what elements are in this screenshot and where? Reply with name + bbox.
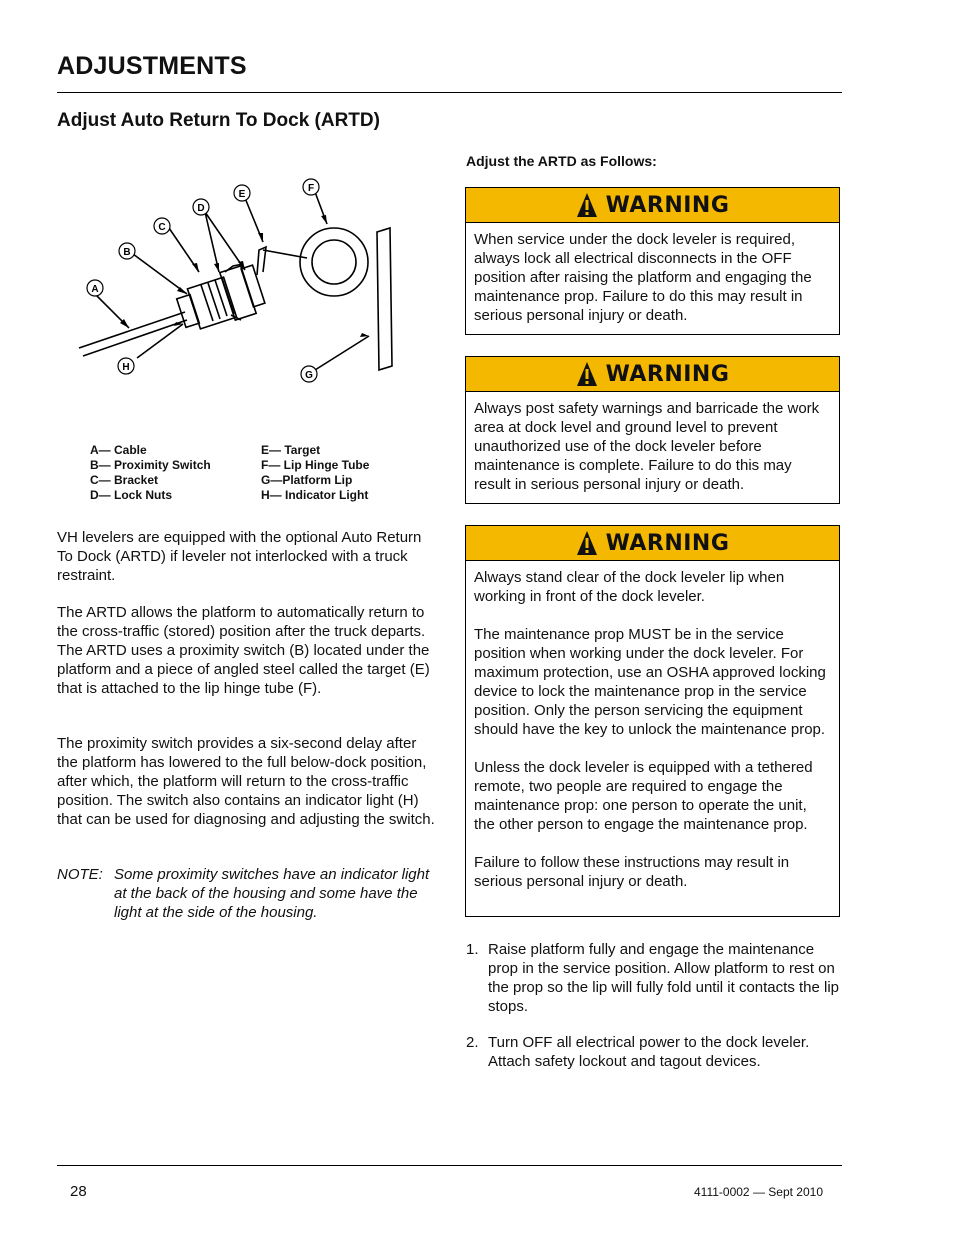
legend-item: A— Cable — [90, 443, 147, 457]
callout-f — [303, 179, 319, 195]
body-paragraph: The ARTD allows the platform to automatically return to the cross-traffic (stored) position after the truck departs. The ARTD uses a proximity switch (B) located under the platform and a piece of angled steel called the target (E) that is attached to the lip hinge tube (F). — [57, 604, 430, 697]
warning-paragraph: Failure to follow these instructions may result in serious personal injury or death. — [474, 854, 790, 890]
procedure-step — [466, 1033, 846, 1071]
warning-icon — [576, 361, 598, 387]
legend-item: E— Target — [261, 443, 321, 457]
warning-icon — [576, 530, 598, 556]
header-divider — [57, 92, 842, 93]
lip-hinge-tube-drawing — [300, 228, 368, 296]
proximity-switch-drawing — [177, 265, 265, 329]
legend-item: G—Platform Lip — [261, 473, 353, 487]
svg-text:F: F — [307, 183, 315, 194]
step-text: Raise platform fully and engage the maintenance prop in the service position. Allow platform to rest on the prop so the lip will fully fold until it contacts the lip stops. — [488, 941, 840, 1015]
warning-text — [466, 392, 839, 506]
warning-text — [466, 561, 839, 903]
note-block — [57, 865, 437, 922]
callout-h — [118, 358, 134, 374]
platform-lip-drawing — [377, 228, 392, 370]
warning-paragraph: Unless the dock leveler is equipped with a tethered remote, two people are required to engage the maintenance prop: one person to operate the unit, the other person to engage the maintenance prop. — [474, 759, 813, 833]
callout-g — [301, 366, 317, 382]
warning-label: WARNING — [605, 192, 730, 218]
page-number: 28 — [70, 1183, 87, 1200]
body-paragraph: The proximity switch provides a six-second delay after the platform has lowered to the full below-dock position, after which, the platform will return to the cross-traffic position. The switch also contains an indicator light (H) that can be used for diagnosing and adjusting the switch. — [57, 735, 435, 828]
warning-paragraph: The maintenance prop MUST be in the service position when working under the dock leveler. For maximum protection, use an OSHA approved locking device to lock the maintenance prop in the service position. Only the person servicing the equipment should have the key to unlock the maintenance prop. — [474, 626, 826, 738]
svg-text:H: H — [122, 362, 130, 373]
warning-box-barricade — [465, 356, 840, 504]
legend-item: F— Lip Hinge Tube — [261, 458, 370, 472]
callout-e — [234, 185, 250, 201]
warning-paragraph: Always stand clear of the dock leveler lip when working in front of the dock leveler. — [474, 569, 785, 605]
svg-text:D: D — [197, 203, 205, 214]
callout-b — [119, 243, 135, 259]
footer-divider — [57, 1165, 842, 1166]
warning-paragraph: When service under the dock leveler is required, always lock all electrical disconnects in the OFF position after raising the platform and engaging the maintenance prop. Failure to do this may result in serious personal injury or death. — [474, 231, 812, 324]
warning-header — [466, 188, 839, 223]
warning-text — [466, 223, 839, 337]
step-number: 1. — [466, 941, 479, 958]
legend-item: C— Bracket — [90, 473, 159, 487]
document-code: 4111-0002 — Sept 2010 — [694, 1185, 823, 1199]
figure-legend-left — [90, 443, 211, 503]
svg-text:E: E — [238, 189, 246, 200]
warning-box-electrical — [465, 187, 840, 335]
procedure-heading: Adjust the ARTD as Follows: — [466, 153, 657, 169]
legend-item: D— Lock Nuts — [90, 488, 173, 502]
callout-d — [193, 199, 209, 215]
step-text: Turn OFF all electrical power to the dock leveler. Attach safety lockout and tagout devices. — [488, 1034, 810, 1070]
warning-box-maintenance-prop — [465, 525, 840, 917]
note-label: NOTE: — [57, 866, 103, 883]
legend-item: H— Indicator Light — [261, 488, 369, 502]
svg-text:C: C — [158, 222, 166, 233]
warning-icon — [576, 192, 598, 218]
warning-label: WARNING — [605, 530, 730, 556]
artd-diagram — [57, 170, 447, 400]
warning-header — [466, 526, 839, 561]
svg-text:G: G — [305, 370, 313, 381]
svg-text:B: B — [123, 247, 131, 258]
callout-a — [87, 280, 103, 296]
warning-label: WARNING — [605, 361, 730, 387]
warning-header — [466, 357, 839, 392]
body-paragraph: VH levelers are equipped with the optional Auto Return To Dock (ARTD) if leveler not interlocked with a truck restraint. — [57, 529, 422, 584]
svg-text:A: A — [91, 284, 99, 295]
procedure-step — [466, 940, 846, 1016]
legend-item: B— Proximity Switch — [90, 458, 211, 472]
section-title: ADJUSTMENTS — [57, 52, 247, 80]
subsection-title: Adjust Auto Return To Dock (ARTD) — [57, 110, 380, 131]
cable-drawing — [79, 312, 185, 348]
figure-legend-right — [261, 443, 369, 503]
warning-paragraph: Always post safety warnings and barricade the work area at dock level and ground level to prevent unauthorized use of the dock leveler before maintenance is complete. Failure to do this may result in serious personal injury or death. — [474, 400, 820, 493]
step-number: 2. — [466, 1034, 479, 1051]
note-text: Some proximity switches have an indicator light at the back of the housing and some have the light at the side of the housing. — [114, 866, 430, 921]
callout-c — [154, 218, 170, 234]
